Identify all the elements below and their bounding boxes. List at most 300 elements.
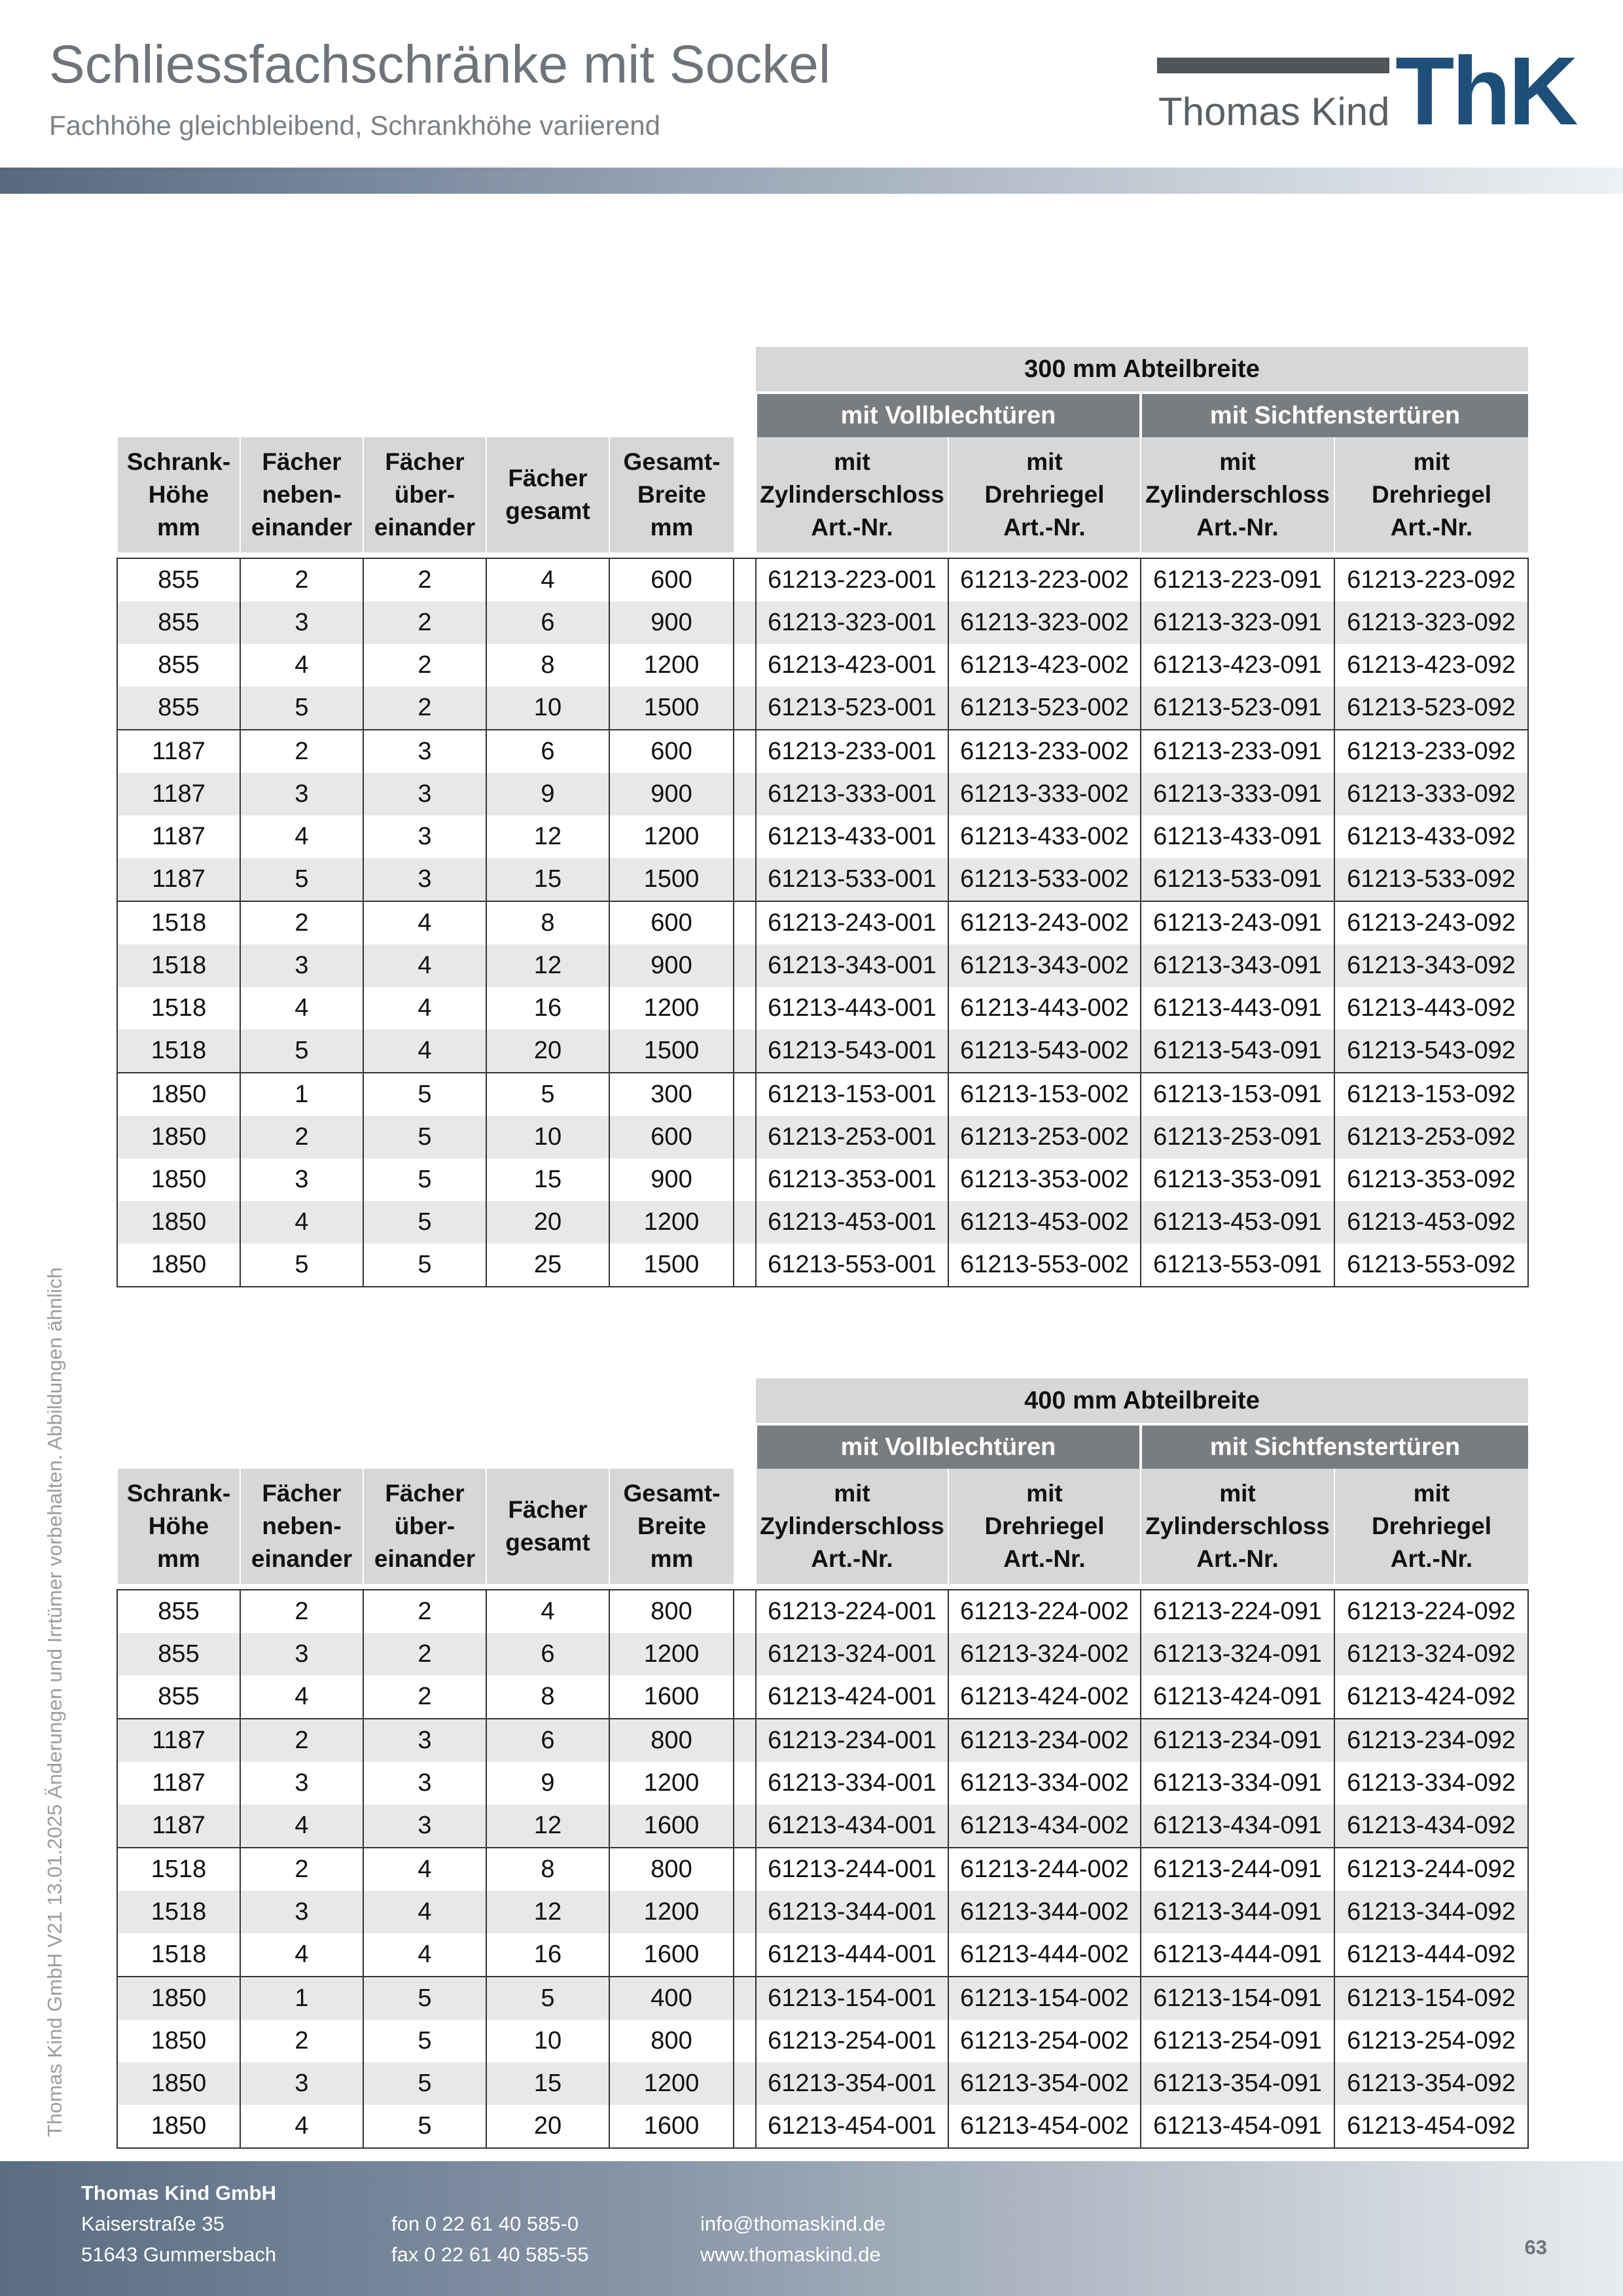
column-header: mit Drehriegel Art.-Nr. bbox=[1334, 437, 1528, 552]
table-cell: 61213-154-091 bbox=[1141, 1977, 1334, 2020]
table-cell: 5 bbox=[363, 2062, 486, 2105]
table-cell: 61213-254-001 bbox=[756, 2020, 948, 2062]
table-cell: 61213-353-091 bbox=[1141, 1158, 1334, 1201]
column-header: Gesamt- Breite mm bbox=[609, 1469, 734, 1584]
table-row bbox=[117, 2105, 1528, 2148]
table-cell: 12 bbox=[486, 816, 609, 858]
table-cell: 2 bbox=[240, 2020, 363, 2062]
table-cell: 4 bbox=[240, 1201, 363, 1244]
column-header: mit Zylinderschloss Art.-Nr. bbox=[756, 1469, 948, 1584]
table-cell: 20 bbox=[486, 1030, 609, 1073]
table-cell: 1850 bbox=[117, 1116, 240, 1158]
table-cell: 855 bbox=[117, 644, 240, 687]
table-cell: 855 bbox=[117, 1676, 240, 1719]
table-cell: 61213-353-092 bbox=[1334, 1158, 1528, 1201]
table-cell: 3 bbox=[363, 1804, 486, 1848]
table-row bbox=[117, 2020, 1528, 2062]
table-cell: 3 bbox=[240, 944, 363, 987]
table-cell: 61213-523-002 bbox=[948, 687, 1141, 730]
table-cell: 1187 bbox=[117, 773, 240, 816]
table-cell: 61213-423-002 bbox=[948, 644, 1141, 687]
table-cell: 1200 bbox=[609, 987, 734, 1030]
page-subtitle: Fachhöhe gleichbleibend, Schrankhöhe variierend bbox=[49, 110, 660, 141]
table-cell: 900 bbox=[609, 773, 734, 816]
column-header: Fächer neben- einander bbox=[240, 1469, 363, 1584]
table-row bbox=[117, 1158, 1528, 1201]
table-cell: 8 bbox=[486, 644, 609, 687]
table-cell: 61213-333-091 bbox=[1141, 773, 1334, 816]
table-cell: 61213-253-002 bbox=[948, 1116, 1141, 1158]
table-cell: 1187 bbox=[117, 858, 240, 901]
table-cell: 2 bbox=[240, 1590, 363, 1633]
table-row bbox=[117, 1977, 1528, 2020]
table-row bbox=[117, 1244, 1528, 1287]
table-cell: 61213-334-092 bbox=[1334, 1762, 1528, 1804]
column-header: Schrank- Höhe mm bbox=[117, 437, 240, 552]
table-cell: 600 bbox=[609, 1116, 734, 1158]
table-cell: 61213-244-092 bbox=[1334, 1848, 1528, 1891]
table-cell: 61213-543-092 bbox=[1334, 1030, 1528, 1073]
table-cell: 61213-153-092 bbox=[1334, 1073, 1528, 1116]
table-cell: 61213-333-001 bbox=[756, 773, 948, 816]
table-cell: 61213-433-002 bbox=[948, 816, 1141, 858]
table-cell: 3 bbox=[240, 1633, 363, 1676]
table-cell: 1 bbox=[240, 1073, 363, 1116]
table-cell: 5 bbox=[240, 1030, 363, 1073]
table-cell: 61213-323-002 bbox=[948, 601, 1141, 644]
table-cell: 61213-354-001 bbox=[756, 2062, 948, 2105]
table-row bbox=[117, 730, 1528, 773]
table-cell: 1200 bbox=[609, 644, 734, 687]
table-row bbox=[117, 1201, 1528, 1244]
table-cell: 61213-324-002 bbox=[948, 1633, 1141, 1676]
table-cell: 1500 bbox=[609, 858, 734, 901]
table-cell: 4 bbox=[363, 944, 486, 987]
table-cell: 61213-354-091 bbox=[1141, 2062, 1334, 2105]
table-cell: 2 bbox=[363, 687, 486, 730]
table-cell: 61213-323-001 bbox=[756, 601, 948, 644]
table-cell: 855 bbox=[117, 687, 240, 730]
table-cell: 1518 bbox=[117, 1891, 240, 1933]
table-cell: 16 bbox=[486, 1933, 609, 1977]
table-cell: 12 bbox=[486, 1804, 609, 1848]
table-cell: 2 bbox=[240, 1848, 363, 1891]
table-cell: 61213-453-091 bbox=[1141, 1201, 1334, 1244]
table-cell: 4 bbox=[240, 816, 363, 858]
table-cell: 61213-254-092 bbox=[1334, 2020, 1528, 2062]
table-row bbox=[117, 1762, 1528, 1804]
table-row bbox=[117, 1891, 1528, 1933]
table-cell: 3 bbox=[363, 1762, 486, 1804]
table-cell: 1850 bbox=[117, 1977, 240, 2020]
table-cell: 61213-454-002 bbox=[948, 2105, 1141, 2148]
table-cell: 300 bbox=[609, 1073, 734, 1116]
table-cell: 1187 bbox=[117, 1719, 240, 1762]
table-cell: 1850 bbox=[117, 2020, 240, 2062]
table-cell: 61213-324-001 bbox=[756, 1633, 948, 1676]
table-cell: 61213-444-002 bbox=[948, 1933, 1141, 1977]
table-cell: 900 bbox=[609, 601, 734, 644]
table-cell: 2 bbox=[240, 901, 363, 944]
page-title: Schliessfachschränke mit Sockel bbox=[49, 35, 831, 94]
table-cell: 61213-223-002 bbox=[948, 558, 1141, 601]
table-cell: 61213-244-001 bbox=[756, 1848, 948, 1891]
table-row bbox=[117, 858, 1528, 901]
table-cell: 61213-153-001 bbox=[756, 1073, 948, 1116]
column-header: Schrank- Höhe mm bbox=[117, 1469, 240, 1584]
table-cell: 6 bbox=[486, 601, 609, 644]
table-cell: 12 bbox=[486, 944, 609, 987]
footer-fon: fon 0 22 61 40 585-0 bbox=[391, 2212, 579, 2235]
table-cell: 5 bbox=[363, 2020, 486, 2062]
table-cell: 4 bbox=[240, 1804, 363, 1848]
table-cell: 61213-243-002 bbox=[948, 901, 1141, 944]
table-cell: 61213-344-091 bbox=[1141, 1891, 1334, 1933]
table-cell: 5 bbox=[363, 1116, 486, 1158]
table-cell: 61213-244-002 bbox=[948, 1848, 1141, 1891]
table-cell: 61213-543-002 bbox=[948, 1030, 1141, 1073]
table-cell: 4 bbox=[240, 1933, 363, 1977]
table-row bbox=[117, 1073, 1528, 1116]
table-row bbox=[117, 1116, 1528, 1158]
table-cell: 800 bbox=[609, 1719, 734, 1762]
table-cell: 1850 bbox=[117, 2062, 240, 2105]
table-cell: 5 bbox=[486, 1977, 609, 2020]
table-cell: 4 bbox=[363, 901, 486, 944]
table-cell: 61213-533-002 bbox=[948, 858, 1141, 901]
table-cell: 61213-443-091 bbox=[1141, 987, 1334, 1030]
table-row bbox=[117, 1030, 1528, 1073]
table-cell: 61213-453-002 bbox=[948, 1201, 1141, 1244]
table-cell: 4 bbox=[363, 1030, 486, 1073]
table-cell: 2 bbox=[240, 1719, 363, 1762]
footer-fax: fax 0 22 61 40 585-55 bbox=[391, 2243, 589, 2266]
table-cell: 61213-424-092 bbox=[1334, 1676, 1528, 1719]
table-cell: 3 bbox=[240, 1762, 363, 1804]
table-cell: 3 bbox=[240, 1891, 363, 1933]
column-header: mit Drehriegel Art.-Nr. bbox=[1334, 1469, 1528, 1584]
table-cell: 61213-224-002 bbox=[948, 1590, 1141, 1633]
footer-city: 51643 Gummersbach bbox=[81, 2243, 277, 2266]
table-cell: 61213-424-002 bbox=[948, 1676, 1141, 1719]
table-cell: 8 bbox=[486, 1848, 609, 1891]
table-cell: 5 bbox=[363, 2105, 486, 2148]
table-cell: 61213-333-092 bbox=[1334, 773, 1528, 816]
table-cell: 61213-353-002 bbox=[948, 1158, 1141, 1201]
table-cell: 61213-253-091 bbox=[1141, 1116, 1334, 1158]
table-cell: 61213-153-091 bbox=[1141, 1073, 1334, 1116]
table-cell: 61213-344-092 bbox=[1334, 1891, 1528, 1933]
table-cell: 1850 bbox=[117, 1244, 240, 1287]
table-cell: 6 bbox=[486, 1719, 609, 1762]
group-title-vollblech: mit Vollblechtüren bbox=[756, 393, 1141, 437]
table-cell: 61213-543-001 bbox=[756, 1030, 948, 1073]
table-cell: 855 bbox=[117, 558, 240, 601]
table-cell: 61213-153-002 bbox=[948, 1073, 1141, 1116]
table-row bbox=[117, 773, 1528, 816]
table-cell: 61213-224-091 bbox=[1141, 1590, 1334, 1633]
column-header: Fächer über- einander bbox=[363, 437, 486, 552]
table-cell: 1187 bbox=[117, 816, 240, 858]
side-note: Thomas Kind GmbH V21 13.01.2025 Änderungen und Irrtümer vorbehalten. Abbildungen ähnlich bbox=[43, 1267, 66, 2137]
table-cell: 61213-553-091 bbox=[1141, 1244, 1334, 1287]
table-cell: 61213-343-002 bbox=[948, 944, 1141, 987]
table-cell: 61213-344-002 bbox=[948, 1891, 1141, 1933]
table-cell: 61213-254-002 bbox=[948, 2020, 1141, 2062]
table-cell: 61213-333-002 bbox=[948, 773, 1141, 816]
table-row bbox=[117, 1848, 1528, 1891]
table-cell: 855 bbox=[117, 601, 240, 644]
table-row bbox=[117, 1933, 1528, 1977]
table-cell: 600 bbox=[609, 901, 734, 944]
table-cell: 4 bbox=[363, 987, 486, 1030]
table-cell: 2 bbox=[240, 558, 363, 601]
column-header: mit Zylinderschloss Art.-Nr. bbox=[1141, 437, 1334, 552]
table-cell: 61213-454-091 bbox=[1141, 2105, 1334, 2148]
table-cell: 61213-423-092 bbox=[1334, 644, 1528, 687]
table-row bbox=[117, 1719, 1528, 1762]
table-cell: 61213-323-092 bbox=[1334, 601, 1528, 644]
table-cell: 5 bbox=[363, 1073, 486, 1116]
table-cell: 61213-233-001 bbox=[756, 730, 948, 773]
table-cell: 1600 bbox=[609, 1804, 734, 1848]
footer-contact bbox=[700, 2208, 885, 2270]
table-cell: 2 bbox=[240, 730, 363, 773]
table-cell: 4 bbox=[486, 558, 609, 601]
table-cell: 4 bbox=[486, 1590, 609, 1633]
column-header: mit Drehriegel Art.-Nr. bbox=[948, 1469, 1141, 1584]
table-cell: 61213-434-001 bbox=[756, 1804, 948, 1848]
table-cell: 61213-243-092 bbox=[1334, 901, 1528, 944]
table-cell: 4 bbox=[240, 1676, 363, 1719]
table-cell: 61213-343-091 bbox=[1141, 944, 1334, 987]
table-cell: 3 bbox=[240, 773, 363, 816]
table-cell: 6 bbox=[486, 1633, 609, 1676]
table-cell: 5 bbox=[240, 1244, 363, 1287]
table-cell: 3 bbox=[363, 816, 486, 858]
table-cell: 4 bbox=[363, 1891, 486, 1933]
table-cell: 2 bbox=[363, 1590, 486, 1633]
table-cell: 20 bbox=[486, 1201, 609, 1244]
table-cell: 61213-553-001 bbox=[756, 1244, 948, 1287]
table-cell: 61213-443-092 bbox=[1334, 987, 1528, 1030]
table-cell: 900 bbox=[609, 1158, 734, 1201]
table-cell: 1200 bbox=[609, 1201, 734, 1244]
table-cell: 61213-233-092 bbox=[1334, 730, 1528, 773]
table-cell: 61213-223-091 bbox=[1141, 558, 1334, 601]
table-cell: 1518 bbox=[117, 1030, 240, 1073]
table-cell: 1518 bbox=[117, 901, 240, 944]
table-cell: 1600 bbox=[609, 1676, 734, 1719]
table-cell: 2 bbox=[363, 644, 486, 687]
table-cell: 61213-434-091 bbox=[1141, 1804, 1334, 1848]
table-cell: 20 bbox=[486, 2105, 609, 2148]
table-cell: 3 bbox=[363, 1719, 486, 1762]
table-cell: 61213-533-091 bbox=[1141, 858, 1334, 901]
table-cell: 2 bbox=[363, 601, 486, 644]
table-cell: 4 bbox=[240, 2105, 363, 2148]
table-cell: 1850 bbox=[117, 1201, 240, 1244]
column-header: Fächer gesamt bbox=[486, 437, 609, 552]
table-cell: 1187 bbox=[117, 730, 240, 773]
table-cell: 10 bbox=[486, 2020, 609, 2062]
table-cell: 3 bbox=[363, 773, 486, 816]
table-cell: 61213-423-001 bbox=[756, 644, 948, 687]
table-cell: 61213-343-092 bbox=[1334, 944, 1528, 987]
column-header: Fächer über- einander bbox=[363, 1469, 486, 1584]
table-cell: 1500 bbox=[609, 1244, 734, 1287]
table-cell: 1518 bbox=[117, 1933, 240, 1977]
column-header: mit Drehriegel Art.-Nr. bbox=[948, 437, 1141, 552]
table-cell: 800 bbox=[609, 2020, 734, 2062]
table-cell: 10 bbox=[486, 687, 609, 730]
table-cell: 61213-253-092 bbox=[1334, 1116, 1528, 1158]
table-cell: 61213-233-002 bbox=[948, 730, 1141, 773]
table-cell: 61213-334-002 bbox=[948, 1762, 1141, 1804]
table-cell: 5 bbox=[240, 858, 363, 901]
table-cell: 61213-443-002 bbox=[948, 987, 1141, 1030]
table-cell: 61213-443-001 bbox=[756, 987, 948, 1030]
table-cell: 61213-243-001 bbox=[756, 901, 948, 944]
table-cell: 61213-223-092 bbox=[1334, 558, 1528, 601]
table-cell: 1 bbox=[240, 1977, 363, 2020]
table-cell: 61213-523-091 bbox=[1141, 687, 1334, 730]
table-cell: 3 bbox=[240, 1158, 363, 1201]
table-cell: 600 bbox=[609, 558, 734, 601]
table-row bbox=[117, 1633, 1528, 1676]
column-header: mit Zylinderschloss Art.-Nr. bbox=[756, 437, 948, 552]
table-400mm bbox=[116, 1378, 1529, 2149]
table-cell: 61213-444-091 bbox=[1141, 1933, 1334, 1977]
table-cell: 61213-233-091 bbox=[1141, 730, 1334, 773]
table-cell: 61213-424-001 bbox=[756, 1676, 948, 1719]
table-cell: 61213-154-092 bbox=[1334, 1977, 1528, 2020]
table-cell: 600 bbox=[609, 730, 734, 773]
table-cell: 6 bbox=[486, 730, 609, 773]
table-cell: 1500 bbox=[609, 1030, 734, 1073]
table-cell: 61213-334-001 bbox=[756, 1762, 948, 1804]
table-cell: 61213-523-092 bbox=[1334, 687, 1528, 730]
table-row bbox=[117, 2062, 1528, 2105]
footer-company: Thomas Kind GmbH bbox=[81, 2181, 276, 2204]
table-cell: 61213-234-002 bbox=[948, 1719, 1141, 1762]
table-cell: 61213-454-001 bbox=[756, 2105, 948, 2148]
table-row bbox=[117, 687, 1528, 730]
table-cell: 8 bbox=[486, 1676, 609, 1719]
table-cell: 800 bbox=[609, 1848, 734, 1891]
footer-street: Kaiserstraße 35 bbox=[81, 2212, 224, 2235]
table-cell: 8 bbox=[486, 901, 609, 944]
table-cell: 5 bbox=[363, 1977, 486, 2020]
table-cell: 61213-533-001 bbox=[756, 858, 948, 901]
table-cell: 4 bbox=[363, 1933, 486, 1977]
table-cell: 1200 bbox=[609, 816, 734, 858]
group-title-sichtfenster: mit Sichtfenstertüren bbox=[1141, 1424, 1528, 1469]
table-cell: 1850 bbox=[117, 1158, 240, 1201]
table-cell: 61213-223-001 bbox=[756, 558, 948, 601]
table-cell: 1518 bbox=[117, 944, 240, 987]
table-cell: 61213-423-091 bbox=[1141, 644, 1334, 687]
table-cell: 61213-234-001 bbox=[756, 1719, 948, 1762]
table-cell: 61213-433-091 bbox=[1141, 816, 1334, 858]
table-cell: 61213-234-091 bbox=[1141, 1719, 1334, 1762]
table-cell: 61213-553-092 bbox=[1334, 1244, 1528, 1287]
table-cell: 1200 bbox=[609, 1633, 734, 1676]
table-cell: 1850 bbox=[117, 2105, 240, 2148]
table-cell: 3 bbox=[240, 2062, 363, 2105]
footer-email[interactable]: info@thomaskind.de bbox=[700, 2212, 886, 2235]
footer-web[interactable]: www.thomaskind.de bbox=[700, 2243, 881, 2266]
group-title-sichtfenster: mit Sichtfenstertüren bbox=[1141, 393, 1528, 437]
table-cell: 1200 bbox=[609, 1891, 734, 1933]
table-cell: 15 bbox=[486, 858, 609, 901]
table-row bbox=[117, 1804, 1528, 1848]
table-cell: 61213-334-091 bbox=[1141, 1762, 1334, 1804]
table-cell: 61213-354-092 bbox=[1334, 2062, 1528, 2105]
table-cell: 61213-433-092 bbox=[1334, 816, 1528, 858]
table-cell: 3 bbox=[363, 730, 486, 773]
table-cell: 61213-453-092 bbox=[1334, 1201, 1528, 1244]
table-cell: 1850 bbox=[117, 1073, 240, 1116]
table-cell: 16 bbox=[486, 987, 609, 1030]
band-title: 400 mm Abteilbreite bbox=[756, 1378, 1528, 1424]
table-cell: 2 bbox=[363, 558, 486, 601]
table-row bbox=[117, 944, 1528, 987]
table-row bbox=[117, 816, 1528, 858]
table-cell: 2 bbox=[363, 1633, 486, 1676]
table-cell: 800 bbox=[609, 1590, 734, 1633]
table-row bbox=[117, 601, 1528, 644]
table-cell: 61213-253-001 bbox=[756, 1116, 948, 1158]
logo-bar bbox=[1157, 58, 1389, 73]
table-cell: 61213-324-092 bbox=[1334, 1633, 1528, 1676]
table-cell: 2 bbox=[363, 1676, 486, 1719]
company-logo bbox=[1157, 37, 1589, 145]
table-cell: 61213-234-092 bbox=[1334, 1719, 1528, 1762]
band-title: 300 mm Abteilbreite bbox=[756, 347, 1528, 393]
table-cell: 4 bbox=[240, 987, 363, 1030]
table-cell: 61213-344-001 bbox=[756, 1891, 948, 1933]
table-cell: 900 bbox=[609, 944, 734, 987]
table-row bbox=[117, 1676, 1528, 1719]
table-cell: 4 bbox=[240, 644, 363, 687]
table-cell: 61213-433-001 bbox=[756, 816, 948, 858]
table-cell: 1518 bbox=[117, 1848, 240, 1891]
logo-mark: ThK bbox=[1395, 37, 1576, 145]
column-header: Fächer gesamt bbox=[486, 1469, 609, 1584]
table-cell: 855 bbox=[117, 1633, 240, 1676]
table-cell: 5 bbox=[363, 1244, 486, 1287]
table-row bbox=[117, 901, 1528, 944]
table-cell: 9 bbox=[486, 1762, 609, 1804]
table-cell: 5 bbox=[486, 1073, 609, 1116]
table-cell: 1600 bbox=[609, 1933, 734, 1977]
table-cell: 61213-444-092 bbox=[1334, 1933, 1528, 1977]
table-cell: 2 bbox=[240, 1116, 363, 1158]
table-cell: 61213-434-002 bbox=[948, 1804, 1141, 1848]
table-cell: 3 bbox=[240, 601, 363, 644]
table-300mm bbox=[116, 347, 1529, 1287]
table-cell: 61213-543-091 bbox=[1141, 1030, 1334, 1073]
table-cell: 1600 bbox=[609, 2105, 734, 2148]
table-cell: 61213-243-091 bbox=[1141, 901, 1334, 944]
table-cell: 1187 bbox=[117, 1804, 240, 1848]
table-cell: 9 bbox=[486, 773, 609, 816]
table-row bbox=[117, 987, 1528, 1030]
table-cell: 10 bbox=[486, 1116, 609, 1158]
table-cell: 61213-324-091 bbox=[1141, 1633, 1334, 1676]
table-cell: 61213-154-001 bbox=[756, 1977, 948, 2020]
